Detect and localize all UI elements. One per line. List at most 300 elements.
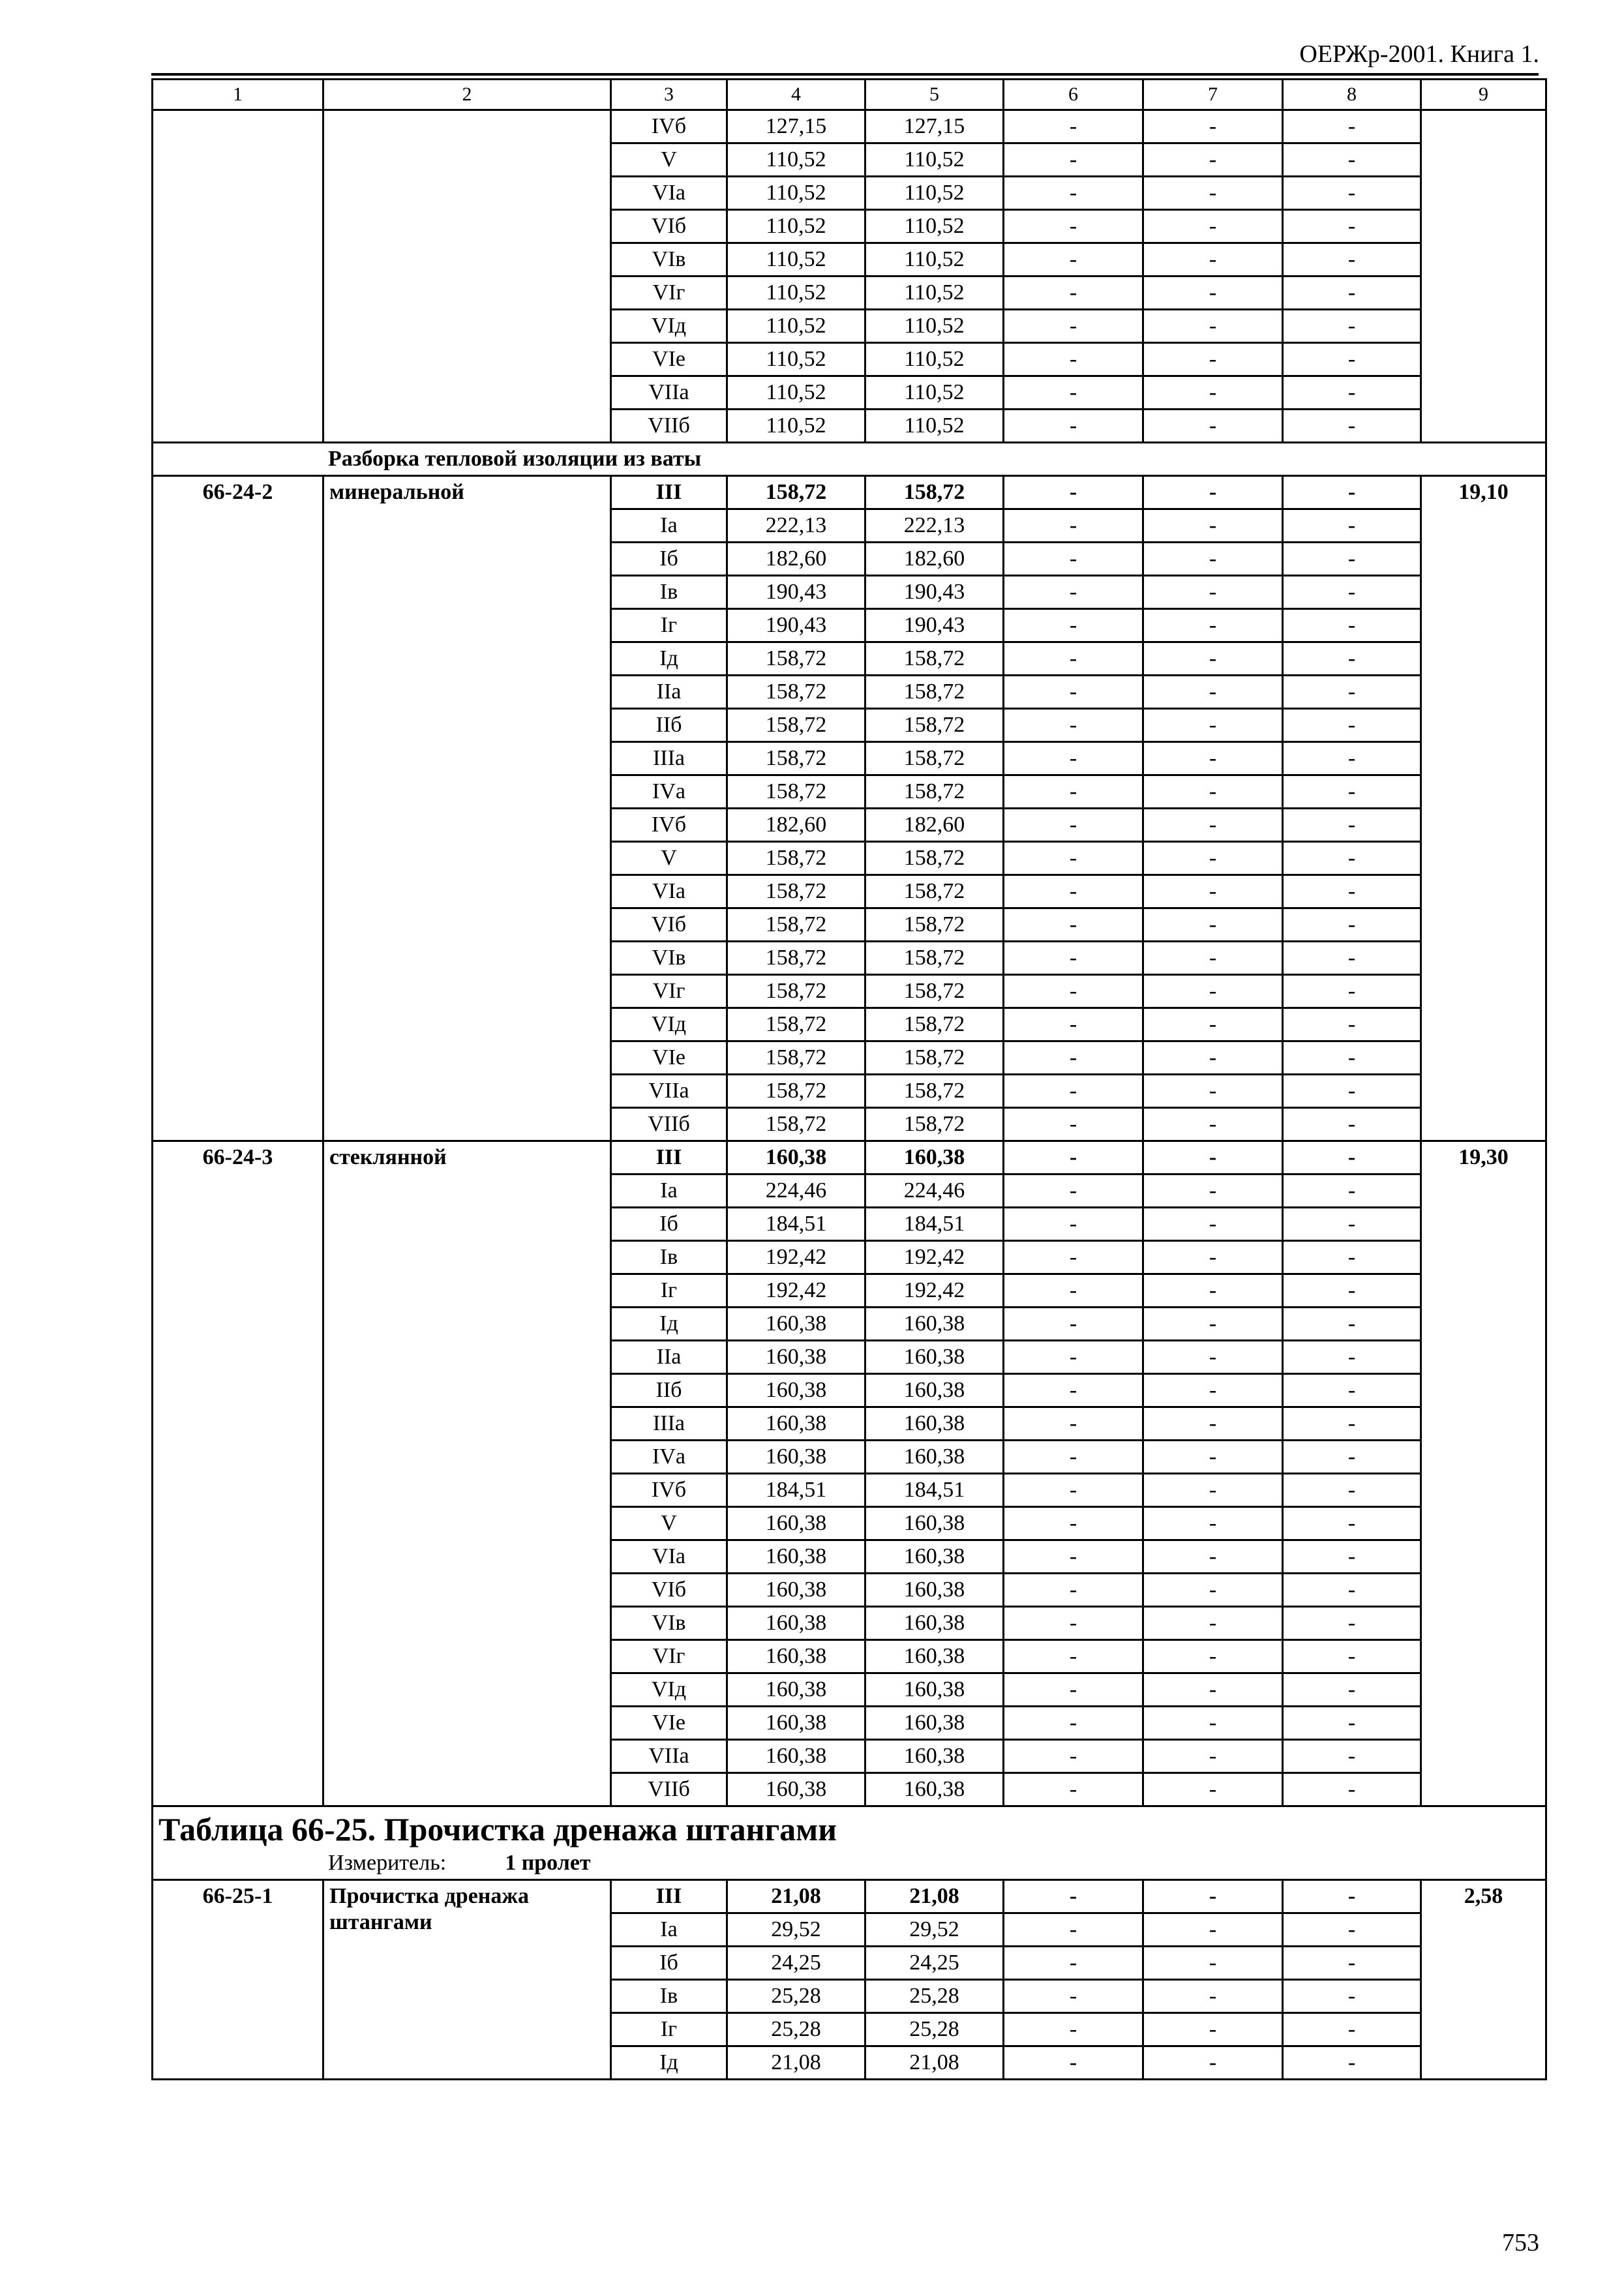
value-col6-cell: -: [1004, 709, 1143, 742]
value-col8-cell: -: [1283, 1274, 1421, 1308]
column-number: 3: [611, 80, 727, 110]
table-row: [153, 1141, 1546, 1174]
zone-cell: VIв: [611, 942, 727, 975]
zone-cell: VIIб: [611, 1108, 727, 1141]
value-col4-cell: 158,72: [727, 742, 865, 775]
zone-cell: Iг: [611, 2013, 727, 2046]
value-col8-cell: -: [1283, 1208, 1421, 1241]
value-col5-cell: 158,72: [865, 842, 1004, 875]
value-col4-cell: 158,72: [727, 775, 865, 809]
zone-cell: VIб: [611, 1574, 727, 1607]
value-col4-cell: 160,38: [727, 1507, 865, 1540]
value-col7-cell: -: [1143, 177, 1283, 210]
value-col4-cell: 160,38: [727, 1740, 865, 1773]
column-number-row: [153, 80, 1546, 110]
value-col5-cell: 160,38: [865, 1673, 1004, 1707]
zone-cell: III: [611, 1141, 727, 1174]
value-col6-cell: -: [1004, 1374, 1143, 1407]
value-col8-cell: -: [1283, 908, 1421, 942]
zone-cell: Iд: [611, 2046, 727, 2080]
value-col4-cell: 158,72: [727, 975, 865, 1008]
value-col8-cell: -: [1283, 1707, 1421, 1740]
value-col6-cell: -: [1004, 1640, 1143, 1673]
value-col8-cell: -: [1283, 642, 1421, 676]
value-col8-cell: -: [1283, 177, 1421, 210]
value-col7-cell: -: [1143, 942, 1283, 975]
value-col5-cell: 160,38: [865, 1507, 1004, 1540]
rate-cell: 19,30: [1421, 1141, 1546, 1806]
zone-cell: IVа: [611, 1441, 727, 1474]
value-col8-cell: -: [1283, 1041, 1421, 1075]
value-col8-cell: -: [1283, 942, 1421, 975]
value-col6-cell: -: [1004, 410, 1143, 443]
zone-cell: VIв: [611, 1607, 727, 1640]
meter-unit: 1 пролет: [505, 1851, 591, 1875]
value-col4-cell: 21,08: [727, 2046, 865, 2080]
value-col7-cell: -: [1143, 1947, 1283, 1980]
value-col5-cell: 182,60: [865, 809, 1004, 842]
value-col5-cell: 160,38: [865, 1374, 1004, 1407]
value-col5-cell: 158,72: [865, 875, 1004, 908]
value-col6-cell: -: [1004, 1108, 1143, 1141]
column-number: 7: [1143, 80, 1283, 110]
value-col6-cell: -: [1004, 742, 1143, 775]
zone-cell: VIIа: [611, 376, 727, 410]
value-col7-cell: -: [1143, 110, 1283, 143]
value-col8-cell: -: [1283, 543, 1421, 576]
value-col6-cell: -: [1004, 1441, 1143, 1474]
value-col5-cell: 158,72: [865, 676, 1004, 709]
value-col7-cell: -: [1143, 742, 1283, 775]
value-col8-cell: -: [1283, 476, 1421, 509]
value-col5-cell: 184,51: [865, 1208, 1004, 1241]
zone-cell: Iб: [611, 1947, 727, 1980]
value-col6-cell: -: [1004, 875, 1143, 908]
value-col4-cell: 192,42: [727, 1274, 865, 1308]
zone-cell: III: [611, 1880, 727, 1913]
value-col5-cell: 21,08: [865, 2046, 1004, 2080]
value-col7-cell: -: [1143, 343, 1283, 376]
value-col7-cell: -: [1143, 243, 1283, 277]
value-col6-cell: -: [1004, 1174, 1143, 1208]
value-col4-cell: 158,72: [727, 1041, 865, 1075]
value-col6-cell: -: [1004, 1507, 1143, 1540]
value-col7-cell: -: [1143, 1673, 1283, 1707]
value-col5-cell: 110,52: [865, 143, 1004, 177]
value-col5-cell: 21,08: [865, 1880, 1004, 1913]
value-col7-cell: -: [1143, 277, 1283, 310]
value-col4-cell: 184,51: [727, 1208, 865, 1241]
value-col6-cell: -: [1004, 1008, 1143, 1041]
value-col8-cell: -: [1283, 210, 1421, 243]
value-col6-cell: -: [1004, 143, 1143, 177]
value-col5-cell: 127,15: [865, 110, 1004, 143]
value-col4-cell: 158,72: [727, 476, 865, 509]
zone-cell: VIг: [611, 1640, 727, 1673]
value-col5-cell: 158,72: [865, 476, 1004, 509]
zone-cell: Iв: [611, 1241, 727, 1274]
value-col7-cell: -: [1143, 1308, 1283, 1341]
value-col7-cell: -: [1143, 609, 1283, 642]
value-col8-cell: -: [1283, 2046, 1421, 2080]
zone-cell: IVб: [611, 809, 727, 842]
value-col4-cell: 25,28: [727, 2013, 865, 2046]
value-col5-cell: 192,42: [865, 1241, 1004, 1274]
value-col5-cell: 158,72: [865, 742, 1004, 775]
value-col6-cell: -: [1004, 775, 1143, 809]
value-col6-cell: -: [1004, 1141, 1143, 1174]
zone-cell: VIг: [611, 975, 727, 1008]
rate-cell: 19,10: [1421, 476, 1546, 1141]
value-col7-cell: -: [1143, 1740, 1283, 1773]
value-col6-cell: -: [1004, 310, 1143, 343]
value-col7-cell: -: [1143, 210, 1283, 243]
value-col7-cell: -: [1143, 1141, 1283, 1174]
value-col8-cell: -: [1283, 1341, 1421, 1374]
value-col8-cell: -: [1283, 1773, 1421, 1806]
value-col5-cell: 224,46: [865, 1174, 1004, 1208]
value-col8-cell: -: [1283, 1174, 1421, 1208]
value-col8-cell: -: [1283, 1374, 1421, 1407]
zone-cell: VIа: [611, 875, 727, 908]
value-col7-cell: -: [1143, 1474, 1283, 1507]
value-col4-cell: 160,38: [727, 1673, 865, 1707]
value-col8-cell: -: [1283, 310, 1421, 343]
value-col8-cell: -: [1283, 2013, 1421, 2046]
zone-cell: Iд: [611, 642, 727, 676]
value-col8-cell: -: [1283, 576, 1421, 609]
section-heading-row: [153, 443, 1546, 476]
value-col4-cell: 110,52: [727, 376, 865, 410]
value-col8-cell: -: [1283, 1141, 1421, 1174]
value-col8-cell: -: [1283, 509, 1421, 543]
value-col7-cell: -: [1143, 2013, 1283, 2046]
value-col4-cell: 158,72: [727, 842, 865, 875]
value-col4-cell: 182,60: [727, 543, 865, 576]
value-col7-cell: -: [1143, 576, 1283, 609]
value-col6-cell: -: [1004, 609, 1143, 642]
value-col6-cell: -: [1004, 110, 1143, 143]
value-col5-cell: 160,38: [865, 1540, 1004, 1574]
value-col7-cell: -: [1143, 1640, 1283, 1673]
value-col6-cell: -: [1004, 509, 1143, 543]
value-col7-cell: -: [1143, 1980, 1283, 2013]
zone-cell: IIб: [611, 1374, 727, 1407]
zone-cell: VIIа: [611, 1075, 727, 1108]
value-col8-cell: -: [1283, 676, 1421, 709]
value-col7-cell: -: [1143, 709, 1283, 742]
zone-cell: IIа: [611, 676, 727, 709]
value-col5-cell: 160,38: [865, 1607, 1004, 1640]
value-col6-cell: -: [1004, 1980, 1143, 2013]
value-col6-cell: -: [1004, 376, 1143, 410]
value-col4-cell: 158,72: [727, 875, 865, 908]
value-col4-cell: 224,46: [727, 1174, 865, 1208]
value-col6-cell: -: [1004, 1407, 1143, 1441]
value-col4-cell: 160,38: [727, 1374, 865, 1407]
rate-cell: 2,58: [1421, 1880, 1546, 2080]
value-col6-cell: -: [1004, 1274, 1143, 1308]
value-col8-cell: -: [1283, 343, 1421, 376]
value-col8-cell: -: [1283, 609, 1421, 642]
value-col6-cell: -: [1004, 942, 1143, 975]
value-col8-cell: -: [1283, 975, 1421, 1008]
value-col4-cell: 190,43: [727, 576, 865, 609]
zone-cell: VIа: [611, 177, 727, 210]
value-col5-cell: 29,52: [865, 1913, 1004, 1947]
value-col4-cell: 158,72: [727, 1008, 865, 1041]
value-col4-cell: 182,60: [727, 809, 865, 842]
value-col8-cell: -: [1283, 709, 1421, 742]
zone-cell: Iд: [611, 1308, 727, 1341]
meter-label: Измеритель:: [328, 1851, 447, 1875]
zone-cell: VIе: [611, 1041, 727, 1075]
value-col4-cell: 160,38: [727, 1707, 865, 1740]
value-col5-cell: 158,72: [865, 908, 1004, 942]
value-col5-cell: 160,38: [865, 1773, 1004, 1806]
value-col4-cell: 110,52: [727, 410, 865, 443]
value-col4-cell: 158,72: [727, 642, 865, 676]
column-number: 4: [727, 80, 865, 110]
value-col5-cell: 158,72: [865, 775, 1004, 809]
value-col4-cell: 160,38: [727, 1407, 865, 1441]
value-col6-cell: -: [1004, 1880, 1143, 1913]
zone-cell: VIд: [611, 1008, 727, 1041]
value-col7-cell: -: [1143, 809, 1283, 842]
zone-cell: VIе: [611, 1707, 727, 1740]
value-col6-cell: -: [1004, 543, 1143, 576]
value-col6-cell: -: [1004, 1075, 1143, 1108]
value-col7-cell: -: [1143, 1241, 1283, 1274]
value-col7-cell: -: [1143, 1707, 1283, 1740]
value-col5-cell: 160,38: [865, 1707, 1004, 1740]
zone-cell: VIг: [611, 277, 727, 310]
value-col6-cell: -: [1004, 1947, 1143, 1980]
value-col8-cell: -: [1283, 775, 1421, 809]
value-col5-cell: 158,72: [865, 942, 1004, 975]
zone-cell: III: [611, 476, 727, 509]
value-col4-cell: 29,52: [727, 1913, 865, 1947]
code-cell: 66-24-3: [153, 1141, 323, 1806]
zone-cell: IIIа: [611, 1407, 727, 1441]
value-col4-cell: 160,38: [727, 1773, 865, 1806]
value-col7-cell: -: [1143, 476, 1283, 509]
column-number: 8: [1283, 80, 1421, 110]
rate-cell-empty: [1421, 110, 1546, 443]
meter-line: [153, 1849, 1545, 1878]
value-col5-cell: 158,72: [865, 1041, 1004, 1075]
value-col7-cell: -: [1143, 908, 1283, 942]
zone-cell: V: [611, 1507, 727, 1540]
value-col5-cell: 158,72: [865, 1008, 1004, 1041]
value-col6-cell: -: [1004, 842, 1143, 875]
value-col4-cell: 158,72: [727, 709, 865, 742]
value-col6-cell: -: [1004, 1740, 1143, 1773]
value-col7-cell: -: [1143, 509, 1283, 543]
value-col5-cell: 25,28: [865, 2013, 1004, 2046]
value-col7-cell: -: [1143, 1008, 1283, 1041]
zone-cell: Iг: [611, 609, 727, 642]
value-col6-cell: -: [1004, 908, 1143, 942]
value-col8-cell: -: [1283, 277, 1421, 310]
value-col5-cell: 190,43: [865, 576, 1004, 609]
value-col5-cell: 160,38: [865, 1141, 1004, 1174]
value-col8-cell: -: [1283, 143, 1421, 177]
value-col8-cell: -: [1283, 1980, 1421, 2013]
zone-cell: VIв: [611, 243, 727, 277]
value-col8-cell: -: [1283, 742, 1421, 775]
value-col4-cell: 184,51: [727, 1474, 865, 1507]
column-number: 9: [1421, 80, 1546, 110]
value-col7-cell: -: [1143, 1441, 1283, 1474]
value-col4-cell: 24,25: [727, 1947, 865, 1980]
value-col5-cell: 158,72: [865, 975, 1004, 1008]
description-cell: стеклянной: [323, 1141, 611, 1806]
value-col6-cell: -: [1004, 809, 1143, 842]
value-col8-cell: -: [1283, 1474, 1421, 1507]
value-col7-cell: -: [1143, 1174, 1283, 1208]
value-col8-cell: -: [1283, 1574, 1421, 1607]
column-number: 2: [323, 80, 611, 110]
value-col7-cell: -: [1143, 1075, 1283, 1108]
value-col5-cell: 110,52: [865, 243, 1004, 277]
value-col7-cell: -: [1143, 975, 1283, 1008]
value-col4-cell: 158,72: [727, 1108, 865, 1141]
value-col4-cell: 127,15: [727, 110, 865, 143]
value-col4-cell: 160,38: [727, 1141, 865, 1174]
value-col6-cell: -: [1004, 243, 1143, 277]
value-col8-cell: -: [1283, 110, 1421, 143]
value-col6-cell: -: [1004, 1773, 1143, 1806]
value-col6-cell: -: [1004, 177, 1143, 210]
value-col4-cell: 160,38: [727, 1441, 865, 1474]
value-col8-cell: -: [1283, 1640, 1421, 1673]
value-col4-cell: 160,38: [727, 1574, 865, 1607]
zone-cell: VIIб: [611, 410, 727, 443]
value-col7-cell: -: [1143, 1507, 1283, 1540]
value-col5-cell: 110,52: [865, 277, 1004, 310]
value-col7-cell: -: [1143, 775, 1283, 809]
zone-cell: VIа: [611, 1540, 727, 1574]
zone-cell: VIIб: [611, 1773, 727, 1806]
value-col4-cell: 110,52: [727, 177, 865, 210]
value-col5-cell: 160,38: [865, 1407, 1004, 1441]
value-col5-cell: 160,38: [865, 1640, 1004, 1673]
value-col8-cell: -: [1283, 1947, 1421, 1980]
value-col4-cell: 110,52: [727, 210, 865, 243]
value-col5-cell: 25,28: [865, 1980, 1004, 2013]
running-title: ОЕРЖр-2001. Книга 1.: [1299, 40, 1539, 68]
zone-cell: Iв: [611, 1980, 727, 2013]
zone-cell: VIб: [611, 210, 727, 243]
value-col8-cell: -: [1283, 410, 1421, 443]
value-col8-cell: -: [1283, 1507, 1421, 1540]
value-col7-cell: -: [1143, 1108, 1283, 1141]
zone-cell: Iб: [611, 543, 727, 576]
value-col7-cell: -: [1143, 1574, 1283, 1607]
value-col8-cell: -: [1283, 1008, 1421, 1041]
value-col8-cell: -: [1283, 243, 1421, 277]
value-col5-cell: 110,52: [865, 410, 1004, 443]
zone-cell: IVб: [611, 110, 727, 143]
value-col7-cell: -: [1143, 1540, 1283, 1574]
column-number: 6: [1004, 80, 1143, 110]
value-col6-cell: -: [1004, 1474, 1143, 1507]
value-col8-cell: -: [1283, 875, 1421, 908]
zone-cell: IVа: [611, 775, 727, 809]
value-col6-cell: -: [1004, 476, 1143, 509]
value-col8-cell: -: [1283, 1075, 1421, 1108]
value-col6-cell: -: [1004, 1607, 1143, 1640]
value-col4-cell: 110,52: [727, 343, 865, 376]
value-col5-cell: 192,42: [865, 1274, 1004, 1308]
value-col7-cell: -: [1143, 1374, 1283, 1407]
value-col4-cell: 160,38: [727, 1540, 865, 1574]
rates-table-body: [153, 80, 1546, 2080]
header-rule: [151, 73, 1539, 76]
section-heading: Разборка тепловой изоляции из ваты: [328, 447, 702, 471]
value-col7-cell: -: [1143, 1913, 1283, 1947]
value-col4-cell: 160,38: [727, 1640, 865, 1673]
value-col6-cell: -: [1004, 1241, 1143, 1274]
value-col8-cell: -: [1283, 1607, 1421, 1640]
value-col6-cell: -: [1004, 343, 1143, 376]
zone-cell: Iа: [611, 1913, 727, 1947]
value-col8-cell: -: [1283, 1540, 1421, 1574]
value-col4-cell: 110,52: [727, 143, 865, 177]
value-col5-cell: 158,72: [865, 1108, 1004, 1141]
value-col8-cell: -: [1283, 1108, 1421, 1141]
value-col5-cell: 182,60: [865, 543, 1004, 576]
value-col7-cell: -: [1143, 676, 1283, 709]
value-col6-cell: -: [1004, 975, 1143, 1008]
value-col6-cell: -: [1004, 210, 1143, 243]
value-col6-cell: -: [1004, 1913, 1143, 1947]
code-cell: 66-24-2: [153, 476, 323, 1141]
value-col7-cell: -: [1143, 2046, 1283, 2080]
zone-cell: Iв: [611, 576, 727, 609]
table-title-cell: [153, 1806, 1546, 1880]
value-col8-cell: -: [1283, 1241, 1421, 1274]
zone-cell: VIIа: [611, 1740, 727, 1773]
value-col7-cell: -: [1143, 1208, 1283, 1241]
zone-cell: VIд: [611, 310, 727, 343]
value-col4-cell: 158,72: [727, 676, 865, 709]
table-title-row: [153, 1806, 1546, 1880]
value-col4-cell: 110,52: [727, 243, 865, 277]
value-col8-cell: -: [1283, 1913, 1421, 1947]
value-col7-cell: -: [1143, 310, 1283, 343]
value-col4-cell: 25,28: [727, 1980, 865, 2013]
value-col8-cell: -: [1283, 809, 1421, 842]
value-col5-cell: 158,72: [865, 1075, 1004, 1108]
zone-cell: Iа: [611, 1174, 727, 1208]
rates-table: [151, 78, 1547, 2080]
section-heading-cell: [153, 443, 1546, 476]
value-col5-cell: 160,38: [865, 1441, 1004, 1474]
value-col6-cell: -: [1004, 1041, 1143, 1075]
value-col6-cell: -: [1004, 576, 1143, 609]
value-col6-cell: -: [1004, 1540, 1143, 1574]
value-col6-cell: -: [1004, 1208, 1143, 1241]
value-col8-cell: -: [1283, 842, 1421, 875]
zone-cell: IIIа: [611, 742, 727, 775]
value-col7-cell: -: [1143, 543, 1283, 576]
value-col7-cell: -: [1143, 376, 1283, 410]
value-col4-cell: 160,38: [727, 1607, 865, 1640]
value-col7-cell: -: [1143, 1880, 1283, 1913]
value-col4-cell: 160,38: [727, 1308, 865, 1341]
